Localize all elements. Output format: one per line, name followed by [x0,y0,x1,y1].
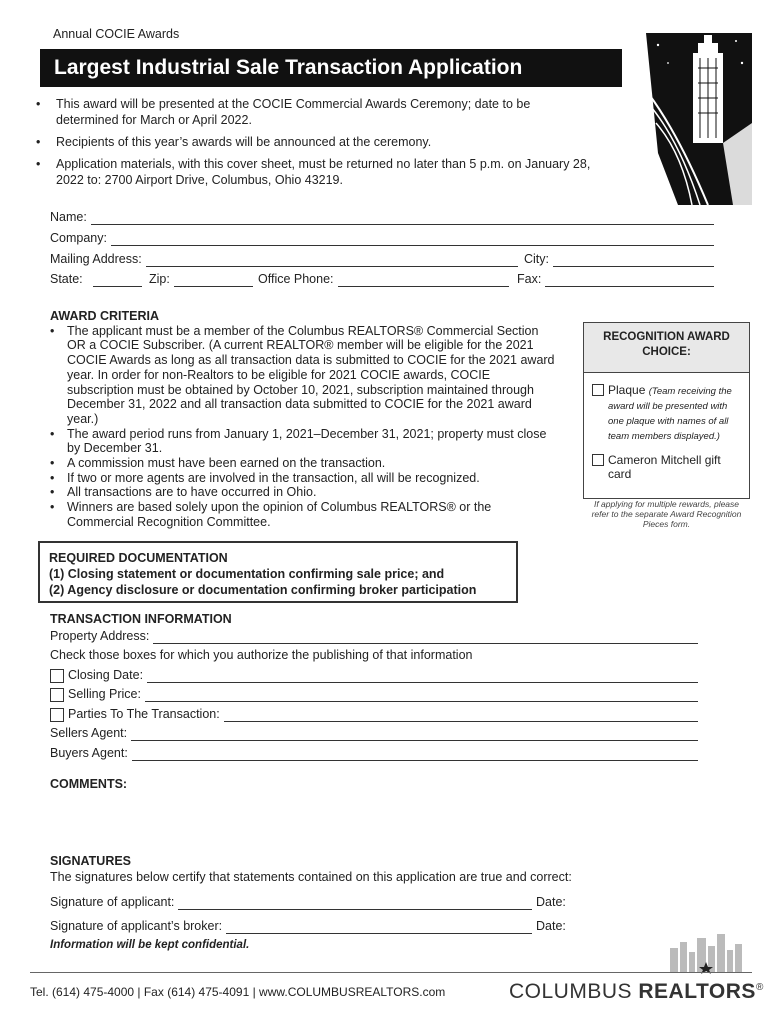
city-label: City: [524,252,549,266]
award-criteria [50,309,560,530]
gift-card-label: Cameron Mitchell gift card [608,453,721,481]
criteria-item: • A commission must have been earned on the transaction. [50,456,560,471]
building-illustration [638,33,752,205]
applicant-date-row [536,894,566,910]
office-phone-field[interactable] [338,274,509,287]
state-label: State: [50,272,83,286]
award-criteria-heading: AWARD CRITERIA [50,309,160,323]
brand-mark: ® [755,982,764,993]
criteria-item: • All transactions are to have occurred in Ohio. [50,485,560,500]
sellers-agent-label: Sellers Agent: [50,726,128,740]
columbus-realtors-logo [509,980,764,1004]
applicant-signature-row [50,894,532,910]
name-label: Name: [50,210,87,224]
property-address-label: Property Address: [50,629,150,643]
broker-signature-row [50,918,532,934]
buyers-agent-label: Buyers Agent: [50,746,128,760]
intro-bullet: • This award will be presented at the COCIE Commercial Awards Ceremony; date to be determined for March or April 2022. [36,96,596,128]
broker-signature-label: Signature of applicant’s broker: [50,919,223,933]
company-field[interactable] [111,233,714,246]
criteria-item: • The applicant must be a member of the Columbus REALTORS® Commercial Section OR a COCIE Subscriber. (A current REALTOR® member will be eligible for the 2021 COCIE Awards as long as all transaction data is submitted to COCIE for the 2021 award year. In order for non-Realtors to be eligible for 2021 COCIE awards, COCIE subscription must be obtained by October 10, 2021, subscription maintained through December 31, 2022 and all transaction data submitted to COCIE for the 2021 award year.) [50,324,560,427]
page-title: Largest Industrial Sale Transaction Application [40,49,622,87]
intro-bullet: • Application materials, with this cover sheet, must be returned no later than 5 p.m. on January 28, 2022 to: 2700 Airport Drive, Columbus, Ohio 43219. [36,156,596,188]
applicant-signature-label: Signature of applicant: [50,895,175,909]
closing-date-field[interactable] [147,670,698,683]
buyers-agent-row [50,745,698,761]
parties-row [50,706,698,722]
state-field[interactable] [93,274,142,287]
plaque-label: Plaque [608,383,646,397]
intro-bullets [36,96,596,194]
gift-card-checkbox[interactable] [592,454,604,466]
office-phone-row [258,271,509,287]
applicant-signature-field[interactable] [178,897,532,910]
broker-date-label: Date: [536,919,566,933]
plaque-text [608,383,741,443]
sellers-agent-field[interactable] [131,728,698,741]
plaque-note: (Team receiving the award will be presented with one plaque with names of all team members displayed.) [608,386,732,442]
required-doc-line: (2) Agency disclosure or documentation confirming broker participation [49,583,477,597]
parties-field[interactable] [224,709,698,722]
brand-bold: REALTORS [638,980,756,1003]
closing-date-row [50,667,698,683]
confidential-note: Information will be kept confidential. [50,939,250,951]
plaque-checkbox[interactable] [592,384,604,396]
broker-date-row [536,918,566,934]
property-address-field[interactable] [153,631,698,644]
sellers-agent-row [50,725,698,741]
selling-price-row [50,686,698,702]
transaction-heading: TRANSACTION INFORMATION [50,612,232,626]
signatures-statement: The signatures below certify that statements contained on this application are true and correct: [50,870,572,884]
company-row [50,230,714,246]
recognition-footnote: If applying for multiple rewards, please refer to the separate Award Recognition Pieces form. [591,499,742,529]
recognition-box [583,322,750,529]
criteria-item: • Winners are based solely upon the opinion of Columbus REALTORS® or the Commercial Recognition Committee. [50,500,560,529]
intro-bullet: • Recipients of this year’s awards will be announced at the ceremony. [36,134,596,150]
applicant-date-label: Date: [536,895,566,909]
eyebrow-label: Annual COCIE Awards [53,27,180,41]
zip-label: Zip: [149,272,170,286]
gift-card-option[interactable] [584,453,749,481]
brand-light: COLUMBUS [509,980,633,1003]
criteria-item: • The award period runs from January 1, 2021–December 31, 2021; property must close by December 31. [50,427,560,456]
fax-row [517,271,714,287]
property-address-row [50,628,698,644]
criteria-item: • If two or more agents are involved in the transaction, all will be recognized. [50,471,560,486]
comments-heading: COMMENTS: [50,777,128,791]
publish-instruction: Check those boxes for which you authorize the publishing of that information [50,648,473,662]
fax-field[interactable] [545,274,714,287]
closing-date-label: Closing Date: [68,668,144,682]
zip-field[interactable] [174,274,253,287]
fax-label: Fax: [517,272,542,286]
broker-signature-field[interactable] [226,921,532,934]
footer-contact: Tel. (614) 475-4000 | Fax (614) 475-4091 | www.COLUMBUSREALTORS.com [30,985,446,999]
mailing-address-label: Mailing Address: [50,252,142,266]
footer-divider [30,972,752,973]
recognition-heading: RECOGNITION AWARD CHOICE: [584,323,749,373]
required-documentation-heading: REQUIRED DOCUMENTATION [49,551,228,565]
required-doc-line: (1) Closing statement or documentation confirming sale price; and [49,567,445,581]
buyers-agent-field[interactable] [132,748,698,761]
zip-row [149,271,253,287]
parties-label: Parties To The Transaction: [68,707,220,721]
mailing-address-field[interactable] [146,254,518,267]
name-field[interactable] [91,212,714,225]
comments-field[interactable] [50,797,698,847]
skyline-logo-icon [668,934,743,974]
closing-date-checkbox[interactable] [50,669,64,683]
signatures-heading: SIGNATURES [50,854,132,868]
selling-price-checkbox[interactable] [50,688,64,702]
state-row [50,271,142,287]
company-label: Company: [50,231,107,245]
name-row [50,209,714,225]
office-phone-label: Office Phone: [258,272,334,286]
selling-price-label: Selling Price: [68,687,141,701]
required-documentation-box [38,541,518,603]
city-field[interactable] [553,254,714,267]
mailing-address-row [50,251,518,267]
city-row [524,251,714,267]
selling-price-field[interactable] [145,689,698,702]
parties-checkbox[interactable] [50,708,64,722]
plaque-option[interactable] [584,383,749,443]
